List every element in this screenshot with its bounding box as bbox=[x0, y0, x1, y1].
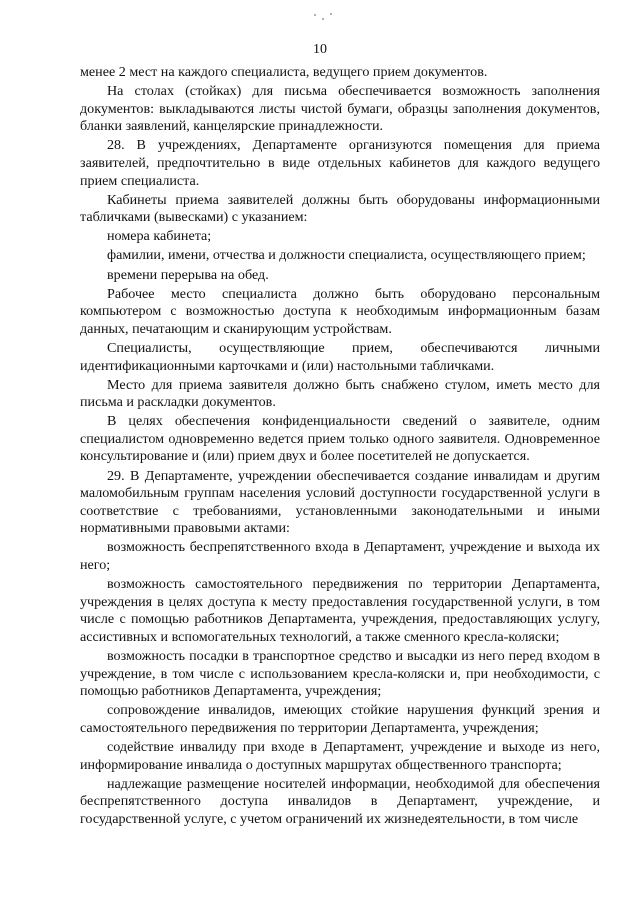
document-body bbox=[80, 64, 600, 828]
paragraph: времени перерыва на обед. bbox=[107, 266, 269, 283]
paragraph: номера кабинета; bbox=[107, 228, 212, 245]
paragraph: возможность самостоятельного передвижения по территории Департамента, учреждения в целях доступа к месту предоставления государственной услуги, в том числе с помощью работников Департамента, учреждения, предоставляющих услугу, ассистивных и вспомогательных технологий, а также сменного кресла-коляски; bbox=[80, 576, 600, 645]
paragraph: возможность посадки в транспортное средство и высадки из него перед входом в учреждение, в том числе с использованием кресла-коляски и, при необходимости, с помощью работников Департамента, учреждения; bbox=[80, 648, 600, 700]
paragraph: менее 2 мест на каждого специалиста, ведущего прием документов. bbox=[80, 64, 488, 80]
paragraph: Кабинеты приема заявителей должны быть оборудованы информационными табличками (вывесками) с указанием: bbox=[80, 191, 600, 226]
paragraph: фамилии, имени, отчества и должности специалиста, осуществляющего прием; bbox=[107, 247, 586, 264]
paragraph: Специалисты, осуществляющие прием, обеспечиваются личными идентификационными карточками и (или) настольными табличками. bbox=[80, 339, 600, 374]
paragraph: 29. В Департаменте, учреждении обеспечивается создание инвалидам и другим маломобильным группам населения условий доступности государственной услуги в соответствие с требованиями, установленными законодательными и иными нормативными правовыми актами: bbox=[80, 467, 600, 537]
paragraph: В целях обеспечения конфиденциальности сведений о заявителе, одним специалистом одновременно ведется прием только одного заявителя. Одновременное консультирование и (или) прием двух и более посетителей не допускается. bbox=[80, 413, 600, 465]
scan-speck bbox=[330, 13, 332, 15]
paragraph: содействие инвалиду при входе в Департамент, учреждение и выходе из него, информирование инвалида о доступных маршрутах общественного транспорта; bbox=[80, 738, 600, 773]
paragraph: сопровождение инвалидов, имеющих стойкие нарушения функций зрения и самостоятельного передвижения по территории Департамента, учреждения; bbox=[80, 702, 600, 736]
page-number: 10 bbox=[313, 42, 327, 57]
paragraph: возможность беспрепятственного входа в Департамент, учреждение и выхода их него; bbox=[80, 539, 600, 574]
scan-speck bbox=[322, 18, 324, 20]
paragraph: Рабочее место специалиста должно быть оборудовано персональным компьютером с возможностью доступа к необходимым информационным базам данных, печатающим и сканирующим устройствам. bbox=[80, 285, 600, 337]
paragraph: 28. В учреждениях, Департаменте организуются помещения для приема заявителей, предпочтительно в виде отдельных кабинетов для каждого ведущего прием специалиста. bbox=[80, 137, 600, 189]
paragraph: надлежащие размещение носителей информации, необходимой для обеспечения беспрепятственного доступа инвалидов в Департамент, учреждение, и государственной услуге, с учетом ограничений их жизнедеятельности, в том числе bbox=[80, 775, 600, 827]
paragraph: Место для приема заявителя должно быть снабжено стулом, иметь место для письма и раскладки документов. bbox=[80, 376, 600, 411]
paragraph: На столах (стойках) для письма обеспечивается возможность заполнения документов: выкладываются листы чистой бумаги, образцы заполнения документов, бланки заявлений, канцелярские принадлежности. bbox=[80, 83, 600, 135]
scan-speck bbox=[314, 14, 316, 16]
